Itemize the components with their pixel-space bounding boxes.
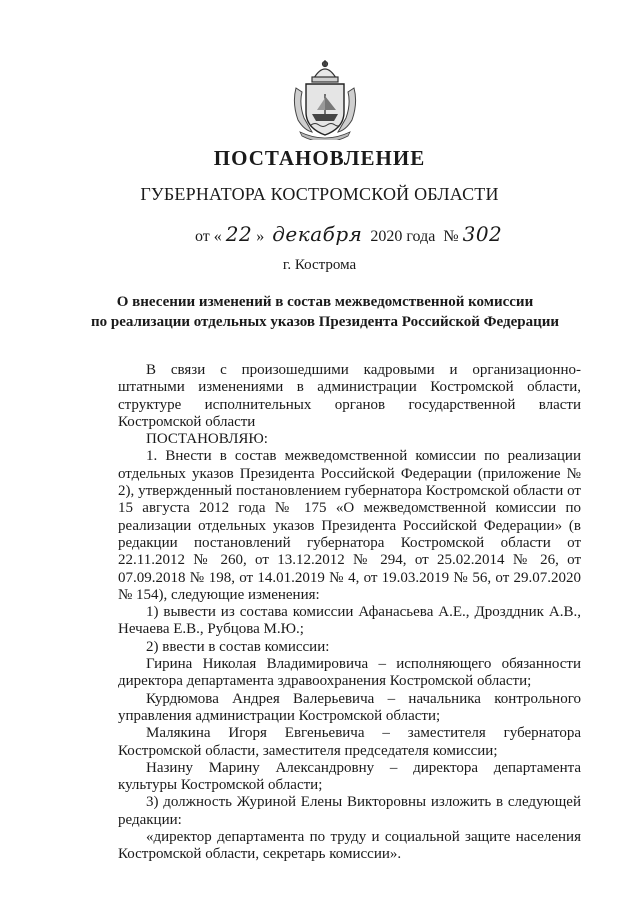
date-year: 2020 года: [370, 228, 436, 245]
date-prefix: от «: [195, 228, 222, 245]
paragraph-subitem-1: 1) вывести из состава комиссии Афанасьева А.Е., Дрозддник А.В., Нечаева Е.В., Рубцова М.Ю.;: [118, 604, 581, 638]
paragraph-resolve: ПОСТАНОВЛЯЮ:: [146, 431, 268, 448]
paragraph-member-malyakin: Малякина Игоря Евгеньевича – заместителя губернатора Костромской области, заместителя председателя комиссии;: [118, 725, 581, 759]
paragraph-preamble: В связи с произошедшими кадровыми и организационно-штатными изменениями в администрации Костромской области, структуре исполнительных органов государственной власти Костромской области: [118, 362, 581, 430]
number-prefix: №: [443, 228, 459, 245]
paragraph-item-1: 1. Внести в состав межведомственной комиссии по реализации отдельных указов Президента Российской Федерации (приложение № 2), утвержденный постановлением губернатора Костромской области от 15 августа 2012 года № 175 «О межведомственной комиссии по реализации отдельных указов Президента Российской Федерации» (в редакции постановлений губернатора Костромской области от 22.11.2012 № 260, от 13.12.2012 № 294, от 25.02.2014 № 26, от 07.09.2018 № 198, от 14.01.2019 № 4, от 19.03.2019 № 56, от 29.07.2020 № 154), следующие изменения:: [118, 448, 581, 603]
paragraph-subitem-2: 2) ввести в состав комиссии:: [146, 638, 330, 655]
paragraph-member-kurdyumov: Курдюмова Андрея Валерьевича – начальника контрольного управления администрации Костромской области;: [118, 690, 581, 724]
paragraph-subitem-3: 3) должность Журиной Елены Викторовны изложить в следующей редакции:: [118, 794, 581, 828]
issuer-heading: ГУБЕРНАТОРА КОСТРОМСКОЙ ОБЛАСТИ: [140, 184, 499, 204]
paragraph-member-girin: Гирина Николая Владимировича – исполняющего обязанности директора департамента здравоохранения Костромской области;: [118, 656, 581, 690]
document-type-heading: ПОСТАНОВЛЕНИЕ: [213, 146, 426, 170]
coat-of-arms-icon: [290, 58, 360, 140]
title-line-2: по реализации отдельных указов Президента Российской Федерации: [90, 314, 560, 330]
date-number-line: [195, 222, 502, 246]
document-title: [70, 292, 580, 332]
date-day-close: »: [256, 228, 265, 245]
document-body: [118, 362, 581, 864]
paragraph-member-nazina: Назину Марину Александровну – директора департамента культуры Костромской области;: [118, 759, 581, 794]
date-day: 22: [225, 222, 253, 246]
document-number: 302: [462, 222, 503, 246]
date-month: декабря: [272, 222, 363, 246]
title-line-1: О внесении изменений в состав межведомственной комиссии: [116, 294, 534, 310]
paragraph-new-position: «директор департамента по труду и социальной защите населения Костромской области, секретарь комиссии».: [118, 829, 581, 863]
city-label: г. Кострома: [282, 257, 357, 273]
